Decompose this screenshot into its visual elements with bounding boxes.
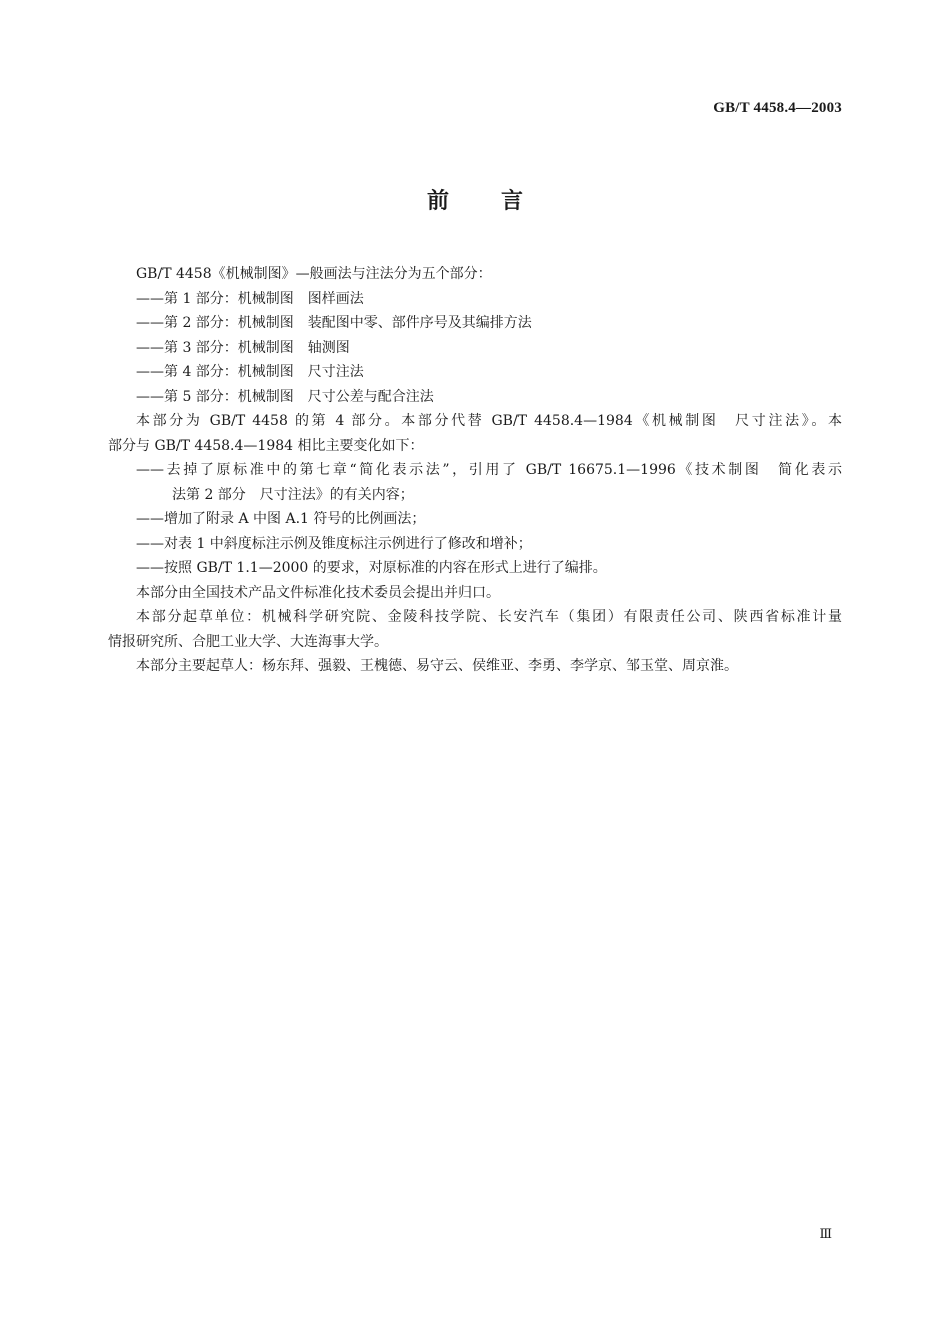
replacement-paragraph: 本部分为 GB/T 4458 的第 4 部分。本部分代替 GB/T 4458.4—1984《机械制图 尺寸注法》。本	[136, 413, 842, 429]
change-item-1-continued: 法第 2 部分 尺寸注法》的有关内容；	[172, 486, 414, 503]
intro-paragraph: GB/T 4458《机械制图》—般画法与注法分为五个部分：	[136, 266, 492, 282]
list-item-part-4: ——第 4 部分：机械制图 尺寸注法	[136, 364, 364, 380]
drafting-units-paragraph: 本部分起草单位：机械科学研究院、金陵科技学院、长安汽车（集团）有限责任公司、陕西省标准计量	[136, 609, 842, 625]
list-item-part-2: ——第 2 部分：机械制图 装配图中零、部件序号及其编排方法	[136, 315, 532, 331]
replacement-paragraph-continued: 部分与 GB/T 4458.4—1984 相比主要变化如下：	[108, 437, 424, 454]
drafters-paragraph: 本部分主要起草人：杨东拜、强毅、王槐德、易守云、侯维亚、李勇、李学京、邹玉堂、周京淮。	[136, 658, 738, 674]
proposer-paragraph: 本部分由全国技术产品文件标准化技术委员会提出并归口。	[136, 584, 500, 601]
page-number: Ⅲ	[819, 1226, 832, 1241]
foreword-body	[108, 262, 842, 679]
list-item-part-3: ——第 3 部分：机械制图 轴测图	[136, 339, 350, 356]
drafting-units-continued: 情报研究所、合肥工业大学、大连海事大学。	[108, 633, 388, 650]
change-item-4: ——按照 GB/T 1.1—2000 的要求，对原标准的内容在形式上进行了编排。	[136, 560, 607, 576]
change-item-2: ——增加了附录 A 中图 A.1 符号的比例画法；	[136, 511, 426, 527]
page-title: 前言	[426, 189, 575, 214]
change-item-3: ——对表 1 中斜度标注示例及锥度标注示例进行了修改和增补；	[136, 535, 532, 552]
change-item-1: ——去掉了原标准中的第七章“简化表示法”，引用了 GB/T 16675.1—1996《技术制图 简化表示	[136, 462, 842, 478]
standard-number: GB/T 4458.4—2003	[713, 100, 842, 116]
list-item-part-5: ——第 5 部分：机械制图 尺寸公差与配合注法	[136, 388, 434, 405]
list-item-part-1: ——第 1 部分：机械制图 图样画法	[136, 290, 364, 307]
